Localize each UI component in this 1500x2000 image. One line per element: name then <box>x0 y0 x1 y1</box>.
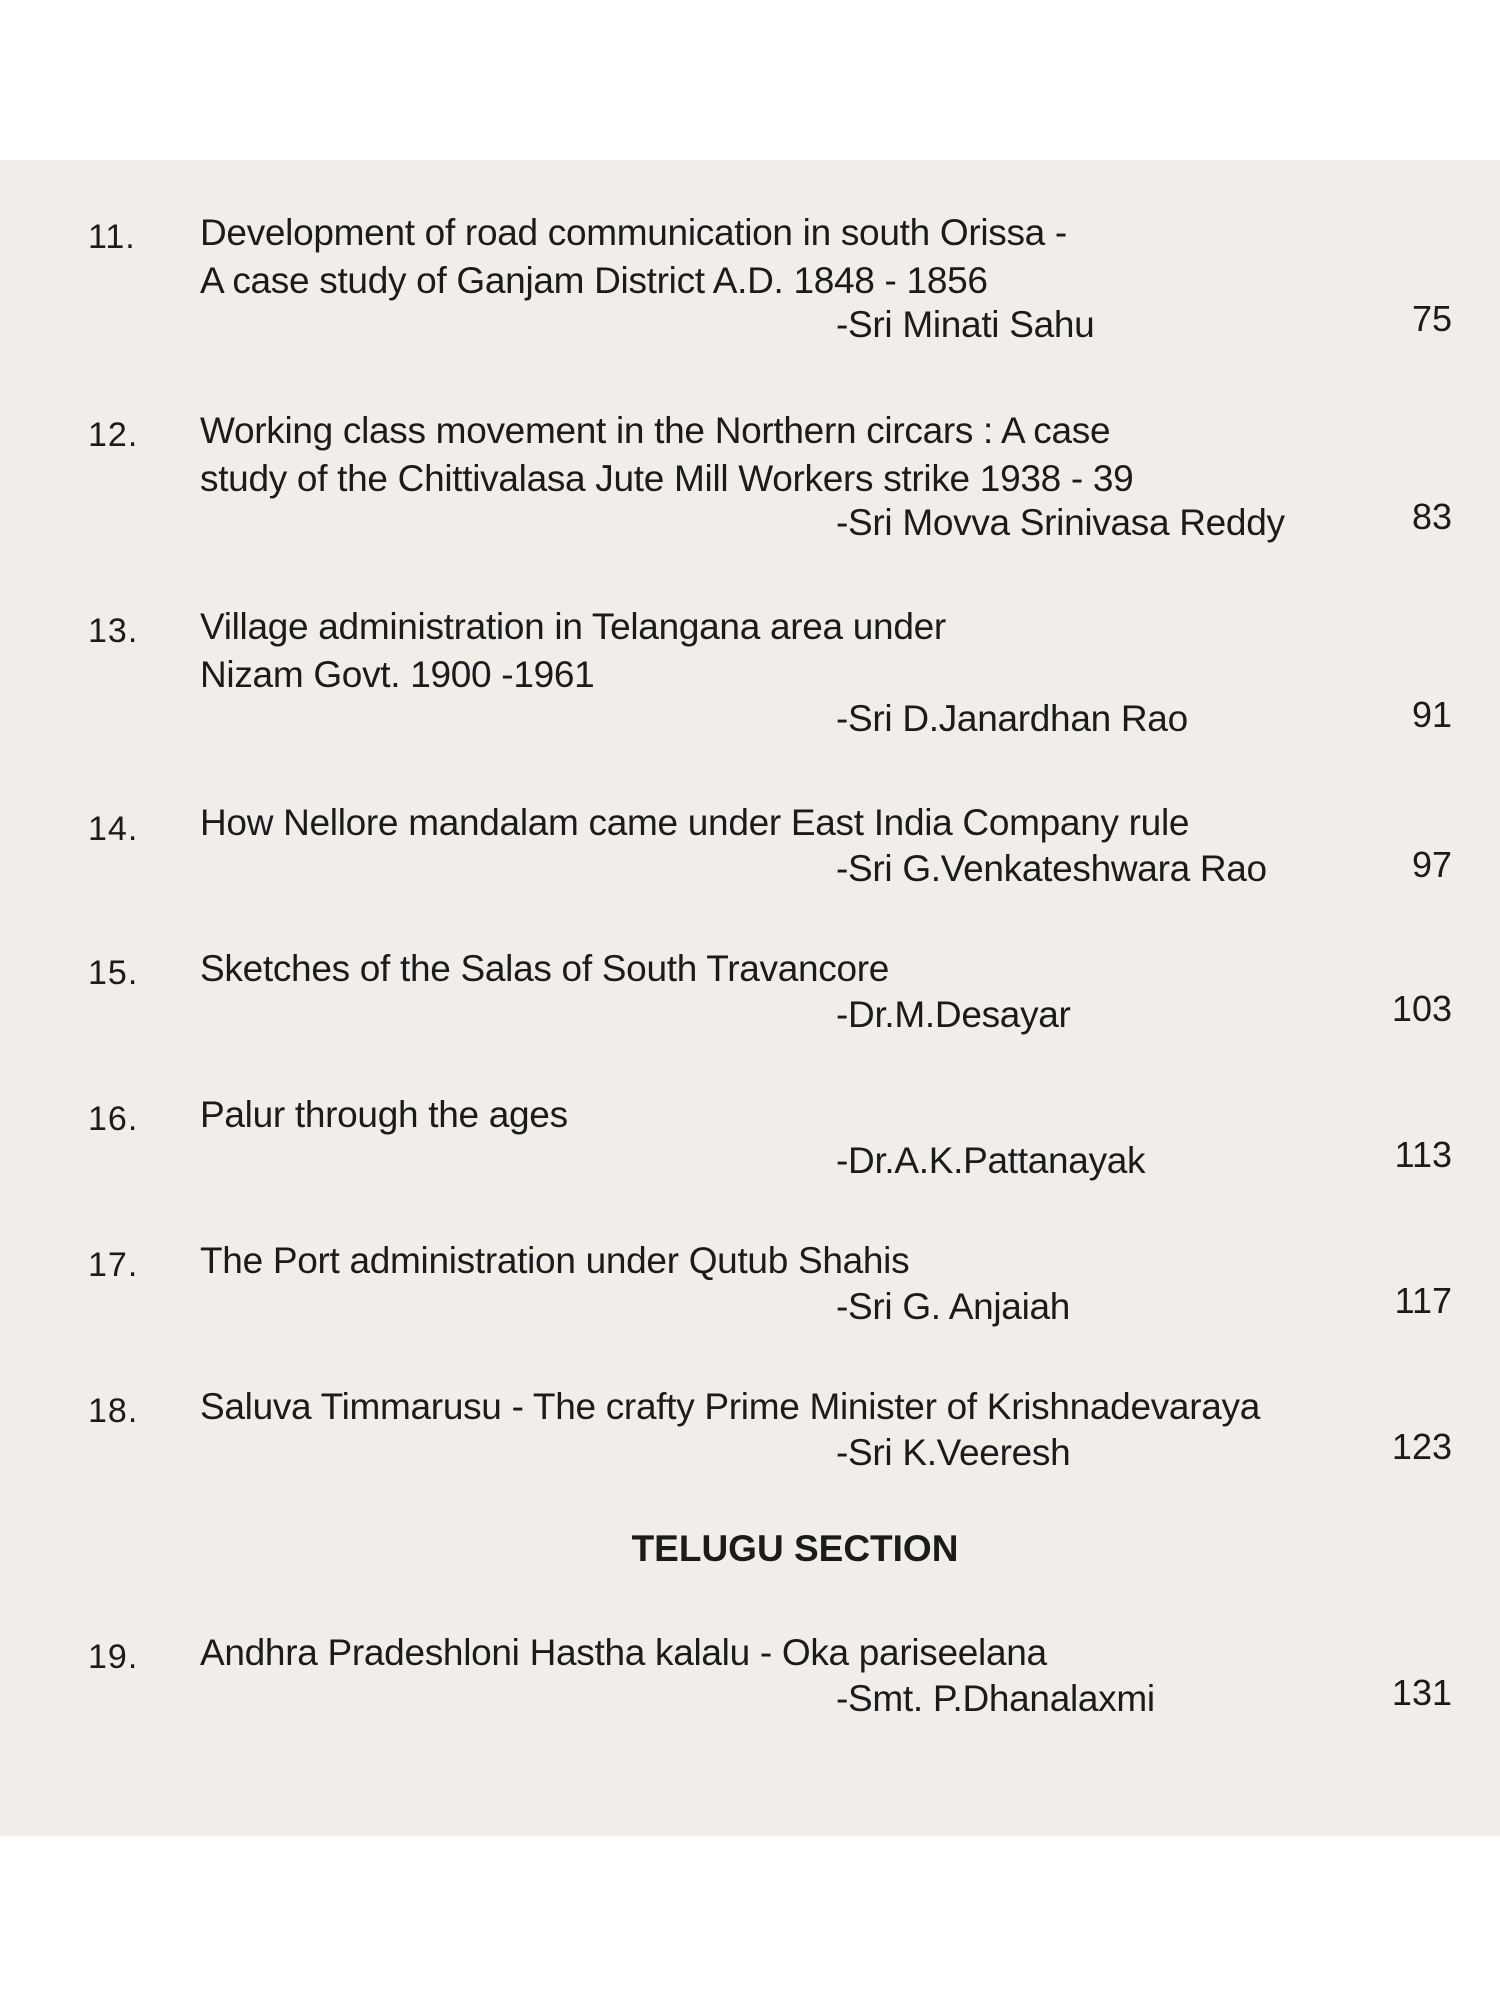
entry-title-line: Palur through the ages <box>200 1094 568 1135</box>
entry-author: -Sri Movva Srinivasa Reddy <box>836 502 1285 543</box>
entry-number: 13. <box>88 612 139 650</box>
entry-title-line: The Port administration under Qutub Shahis <box>200 1240 910 1281</box>
entry-page-number: 117 <box>1394 1280 1452 1321</box>
entry-author: -Sri D.Janardhan Rao <box>836 698 1188 739</box>
entry-page-number: 123 <box>1391 1426 1452 1467</box>
entry-number: 17. <box>88 1246 139 1284</box>
entry-title-line: Andhra Pradeshloni Hastha kalalu - Oka pariseelana <box>200 1632 1047 1673</box>
entry-author: -Sri G. Anjaiah <box>836 1286 1071 1327</box>
entry-page-number: 75 <box>1411 298 1452 339</box>
entry-page-number: 91 <box>1411 694 1452 735</box>
entry-number: 12. <box>88 416 139 454</box>
entry-author: -Sri Minati Sahu <box>836 304 1095 345</box>
entry-page-number: 131 <box>1391 1672 1452 1713</box>
entry-title-line: Development of road communication in south Orissa - <box>200 212 1067 253</box>
entry-author: -Sri K.Veeresh <box>836 1432 1071 1473</box>
entry-title-line: A case study of Ganjam District A.D. 1848 - 1856 <box>200 260 988 301</box>
entry-title-line: study of the Chittivalasa Jute Mill Workers strike 1938 - 39 <box>200 458 1134 499</box>
entry-title-line: Nizam Govt. 1900 -1961 <box>200 654 595 695</box>
entry-author: -Sri G.Venkateshwara Rao <box>836 848 1267 889</box>
entry-title-line: Working class movement in the Northern circars : A case <box>200 410 1111 451</box>
entry-page-number: 113 <box>1394 1134 1452 1175</box>
entry-title-line: How Nellore mandalam came under East India Company rule <box>200 802 1190 843</box>
entry-title-line: Village administration in Telangana area under <box>200 606 946 647</box>
entry-author: -Smt. P.Dhanalaxmi <box>836 1678 1155 1719</box>
entry-number: 11. <box>88 218 136 256</box>
entry-title-line: Sketches of the Salas of South Travancore <box>200 948 890 989</box>
section-heading: TELUGU SECTION <box>631 1528 959 1569</box>
entry-number: 16. <box>88 1100 139 1138</box>
entry-page-number: 103 <box>1391 988 1452 1029</box>
entry-number: 14. <box>88 810 139 848</box>
entry-page-number: 97 <box>1411 844 1452 885</box>
entry-author: -Dr.M.Desayar <box>836 994 1071 1035</box>
entry-title-line: Saluva Timmarusu - The crafty Prime Minister of Krishnadevaraya <box>200 1386 1260 1427</box>
entry-author: -Dr.A.K.Pattanayak <box>836 1140 1146 1181</box>
entry-number: 18. <box>88 1392 139 1430</box>
entry-page-number: 83 <box>1411 496 1452 537</box>
entry-number: 15. <box>88 954 139 992</box>
entry-number: 19. <box>88 1638 139 1676</box>
contents-page <box>0 160 1500 1836</box>
